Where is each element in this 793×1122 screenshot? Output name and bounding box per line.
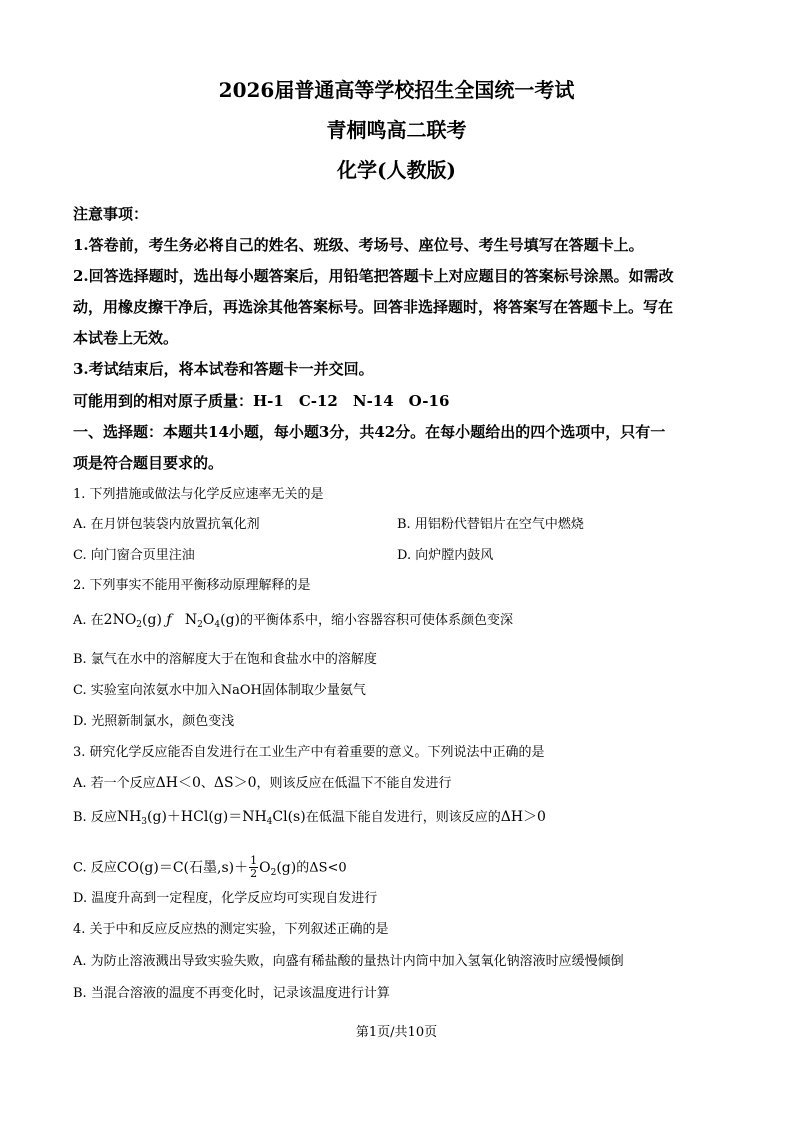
q3-option-a: A. 若一个反应ΔH＜0、ΔS＞0，则该反应在低温下不能自发进行 bbox=[73, 775, 452, 791]
atomic-masses: 可能用到的相对原子质量：H-1 C-12 N-14 O-16 bbox=[73, 392, 450, 410]
q1-option-a: A. 在月饼包装袋内放置抗氧化剂 bbox=[73, 517, 260, 532]
section-heading-line-2: 项是符合题目要求的。 bbox=[73, 454, 224, 472]
q4-stem: 4. 关于中和反应反应热的测定实验，下列叙述正确的是 bbox=[73, 922, 389, 937]
notice-item-2-line-1: 2.回答选择题时，选出每小题答案后，用铅笔把答题卡上对应题目的答案标号涂黑。如需改 bbox=[73, 267, 674, 285]
q4-option-b: B. 当混合溶液的温度不再变化时，记录该温度进行计算 bbox=[73, 986, 390, 1001]
notice-item-2-line-2: 动，用橡皮擦干净后，再选涂其他答案标号。回答非选择题时，将答案写在答题卡上。写在 bbox=[73, 298, 674, 316]
q3-option-d: D. 温度升高到一定程度，化学反应均可实现自发进行 bbox=[73, 891, 378, 906]
q3-option-b: B. 反应$NH_3(g)+HCl(g)=NH_4Cl(s)$在低温下能自发进行，则该反应的ΔH＞0 bbox=[73, 809, 546, 827]
q2-stem: 2. 下列事实不能用平衡移动原理解释的是 bbox=[73, 578, 311, 593]
q1-option-d: D. 向炉膛内鼓风 bbox=[397, 548, 494, 563]
q1-option-c: C. 向门窗合页里注油 bbox=[73, 548, 195, 563]
notice-item-2-line-3: 本试卷上无效。 bbox=[73, 329, 179, 347]
q1-stem: 1. 下列措施或做法与化学反应速率无关的是 bbox=[73, 487, 324, 502]
page-number: 第1页/共10页 bbox=[355, 1025, 438, 1040]
q3-stem: 3. 研究化学反应能否自发进行在工业生产中有着重要的意义。下列说法中正确的是 bbox=[73, 745, 545, 760]
notice-item-3: 3.考试结束后，将本试卷和答题卡一并交回。 bbox=[73, 360, 374, 378]
q1-option-b: B. 用铝粉代替铝片在空气中燃烧 bbox=[397, 517, 584, 532]
q2-option-b: B. 氯气在水中的溶解度大于在饱和食盐水中的溶解度 bbox=[73, 652, 377, 667]
q2-option-d: D. 光照新制氯水，颜色变浅 bbox=[73, 714, 235, 729]
q2-option-c: C. 实验室向浓氨水中加入NaOH固体制取少量氨气 bbox=[73, 683, 366, 698]
section-heading-line-1: 一、选择题：本题共14小题，每小题3分，共42分。在每小题给出的四个选项中，只有一 bbox=[73, 423, 666, 441]
q3-b-equation: $NH_3(g)+HCl(g)=NH_4Cl(s)$ bbox=[116, 809, 306, 827]
notice-item-1: 1.答卷前，考生务必将自己的姓名、班级、考场号、座位号、考生号填写在答题卡上。 bbox=[73, 236, 644, 254]
q3-c-equation: CO(g)＝C(石墨,s)＋ $\frac{1}{2}$ $O_2(g)$ bbox=[116, 854, 297, 880]
exam-title: 2026届普通高等学校招生全国统一考试 bbox=[218, 78, 575, 102]
q3-option-c: C. 反应CO(g)＝C(石墨,s)＋ $\frac{1}{2}$ $O_2(g)$的ΔS<0 bbox=[73, 854, 347, 880]
q2-option-a: A. 在$2NO_2(g)$ ƒ $N_2O_4(g)$的平衡体系中，缩小容器容积可使体系颜色变深 bbox=[73, 612, 514, 630]
q4-option-a: A. 为防止溶液溅出导致实验失败，向盛有稀盐酸的量热计内筒中加入氢氧化钠溶液时应缓慢倾倒 bbox=[73, 954, 624, 969]
exam-subtitle: 青桐鸣高二联考 bbox=[326, 118, 467, 142]
q2-equation: $2NO_2(g)$ ƒ $N_2O_4(g)$ bbox=[103, 612, 241, 630]
fraction-one-half: $\frac{1}{2}$ bbox=[250, 854, 258, 880]
subject-title: 化学(人教版) bbox=[337, 158, 456, 182]
notice-heading: 注意事项： bbox=[73, 205, 149, 223]
